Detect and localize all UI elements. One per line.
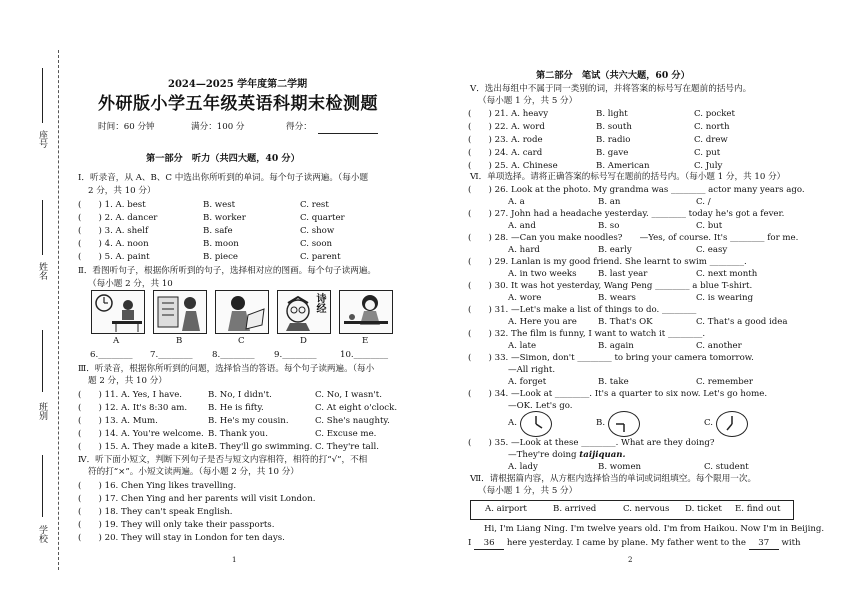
full-score-label: 满分：100 分 [191,122,245,132]
question-item: ( ) 18. They can't speak English. [78,507,233,517]
picture-label-d: D [300,336,307,346]
option-c: C. next month [696,269,758,279]
option-b: B. American [596,161,650,171]
school-line [42,455,43,517]
picture-label-c: C [238,336,245,346]
option-c: C. They're tall. [315,442,380,452]
option-c: C. soon [300,239,333,249]
option-c: C. [704,418,714,428]
question-item: ( ) 22. A. word [468,122,545,132]
picture-e[interactable] [339,290,393,334]
page-number: 2 [628,556,633,564]
time-label: 时间：60 分钟 [98,122,155,132]
picture-label-a: A [113,336,120,346]
blank-36[interactable]: 36 [474,538,504,550]
reply-text [508,450,626,461]
option-b: B. No, I didn't. [208,390,272,400]
question-item: ( ) 25. A. Chinese [468,161,558,171]
option-c: C. At eight o'clock. [315,403,398,413]
option-a: A. hard [508,245,540,255]
class-label: 班别 [37,402,47,420]
school-label: 学校 [37,525,47,543]
girl-table-icon [340,291,392,333]
section6-instruction: Ⅵ．单项选择。请将正确答案的标号写在题前的括号内。（每小题 1 分，共 10 分） [470,172,786,182]
binding-line [58,50,59,570]
option-c: C. easy [696,245,728,255]
reply-text-pinyin: taijiquan. [579,450,626,460]
option-c: C. Excuse me. [315,429,377,439]
question-item: ( ) 1. A. best [78,200,146,210]
word-option: D. ticket [685,504,722,514]
option-b: B. gave [596,148,629,158]
passage-line [468,538,801,550]
answer-blank[interactable]: 6.________ [90,350,133,360]
section1-instruction: Ⅰ．听录音，从 A、B、C 中选出你所听到的单词。每个句子读两遍。（每小题 [78,173,369,183]
picture-label-e: E [362,336,369,346]
question-item: ( ) 24. A. card [468,148,543,158]
option-b: B. He's my cousin. [208,416,289,426]
passage-text: I [468,538,475,548]
question-item: ( ) 21. A. heavy [468,109,549,119]
option-a: A. lady [508,462,538,472]
question-item: ( ) 35. —Look at these ________. What are they doing? [468,438,715,448]
option-b: B. take [598,377,629,387]
option-b: B. They'll go swimming. [208,442,313,452]
option-b: B. women [598,462,642,472]
section2-instruction-cont: （每小题 2 分，共 10 [88,279,173,289]
question-item: ( ) 32. The film is funny, I want to watch it ________. [468,329,706,339]
picture-b[interactable] [153,290,207,334]
section3-instruction: Ⅲ．听录音，根据你所听到的问题，选择恰当的答语。每个句子读两遍。（每小 [78,364,375,374]
page-title: 外研版小学五年级英语科期末检测题 [98,94,378,114]
option-b: B. last year [598,269,648,279]
question-item: ( ) 34. —Look at ________. It's a quarter to six now. Let's go home. [468,389,768,399]
option-c: C. That's a good idea [696,317,788,327]
question-item: ( ) 31. —Let's make a list of things to do. ________ [468,305,697,315]
option-b: B. He is fifty. [208,403,264,413]
option-b: B. worker [203,213,246,223]
question-item: ( ) 23. A. rode [468,135,543,145]
clock-b-icon[interactable] [608,411,640,437]
question-item: ( ) 29. Lanlan is my good friend. She learnt to swim ________. [468,257,747,267]
option-b: B. light [596,109,628,119]
seat-label: 座号 [37,130,47,148]
name-line [42,200,43,255]
option-a: A. late [508,341,537,351]
section3-instruction-cont: 题 2 分，共 10 分） [88,376,167,386]
picture-c[interactable] [215,290,269,334]
question-item: ( ) 26. Look at the photo. My grandma was ________ actor many years ago. [468,185,805,195]
section5-instruction-cont: （每小题 1 分，共 5 分） [478,96,578,106]
question-item: ( ) 11. A. Yes, I have. [78,390,183,400]
part1-heading: 第一部分 听力（共四大题，40 分） [146,153,300,164]
question-item: ( ) 12. A. It's 8:30 am. [78,403,188,413]
question-item: ( ) 17. Chen Ying and her parents will visit London. [78,494,316,504]
option-a: A. and [508,221,536,231]
reply-text: —All right. [508,365,556,375]
option-c: C. parent [300,252,341,262]
question-item: ( ) 15. A. They made a kite. [78,442,211,452]
question-item: ( ) 30. It was hot yesterday, Wang Peng ________ a blue T-shirt. [468,281,753,291]
option-b: B. west [203,200,236,210]
question-item: ( ) 19. They will only take their passports. [78,520,275,530]
option-b: B. piece [203,252,239,262]
word-option: B. arrived [553,504,597,514]
option-b: B. radio [596,135,631,145]
option-c: C. July [694,161,723,171]
option-b: B. again [598,341,634,351]
answer-blank[interactable]: 9.________ [274,350,317,360]
option-c: C. put [694,148,721,158]
option-a: A. Here you are [508,317,577,327]
word-option: C. nervous [623,504,670,514]
option-b: B. so [598,221,620,231]
option-b: B. south [596,122,632,132]
option-c: C. north [694,122,730,132]
question-item: ( ) 5. A. paint [78,252,150,262]
section4-instruction-cont: 符的打“×”。小短文读两遍。（每小题 2 分，共 10 分） [88,467,299,477]
picture-label-b: B [176,336,183,346]
writing-person-icon [216,291,268,333]
seat-line [42,68,43,123]
option-c: C. quarter [300,213,345,223]
score-label: 得分： [286,122,312,132]
option-a: A. wore [508,293,542,303]
answer-blank[interactable]: 8.________ [212,350,255,360]
word-box [470,500,794,520]
section1-instruction-cont: 2 分，共 10 分） [88,186,156,196]
option-c: C. show [300,226,335,236]
option-b: B. Thank you. [208,429,268,439]
option-b: B. moon [203,239,239,249]
option-c: C. / [696,197,711,207]
question-item: ( ) 13. A. Mum. [78,416,158,426]
score-blank[interactable] [318,133,378,134]
option-a: A. in two weeks [508,269,577,279]
option-b: B. early [598,245,632,255]
option-c: C. remember [696,377,754,387]
clock-a-icon[interactable] [520,411,552,437]
question-item: ( ) 4. A. noon [78,239,149,249]
term-title: 2024—2025 学年度第二学期 [168,79,308,90]
question-item: ( ) 16. Chen Ying likes travelling. [78,481,237,491]
question-item: ( ) 33. —Simon, don't ________ to bring your camera tomorrow. [468,353,754,363]
option-c: C. pocket [694,109,735,119]
option-a: A. a [508,197,525,207]
option-b: B. safe [203,226,233,236]
name-label: 姓名 [37,262,47,280]
section7-instruction-cont: （每小题 1 分，共 5 分） [478,486,578,496]
part2-heading: 第二部分 笔试（共六大题，60 分） [536,70,690,81]
picture-a[interactable] [91,290,145,334]
question-item: ( ) 2. A. dancer [78,213,158,223]
question-item: ( ) 28. —Can you make noodles? —Yes, of course. It's ________ for me. [468,233,799,243]
question-item: ( ) 20. They will stay in London for ten days. [78,533,285,543]
section7-instruction: Ⅶ．请根据篇内容，从方框内选择恰当的单词或词组填空。每个限用一次。 [470,474,757,484]
option-b: B. wears [598,293,636,303]
blank-37[interactable]: 37 [749,538,779,550]
section5-instruction: Ⅴ．选出每组中不属于同一类别的词，并将答案的标号写在题前的括号内。 [470,84,752,94]
clock-boy-icon [92,291,144,333]
passage-text: here yesterday. I came by plane. My father went to the [504,538,749,548]
option-b: B. an [598,197,621,207]
answer-blank[interactable]: 10.________ [340,350,389,360]
option-b: B. [596,418,606,428]
option-b: B. That's OK [598,317,653,327]
page-number: 1 [232,556,237,564]
word-option: E. find out [735,504,781,514]
reply-text-main: —They're doing [508,450,580,460]
picture-d[interactable] [277,290,331,334]
section2-instruction: Ⅱ．看图听句子，根据你所听到的句子，选择相对应的图画。每个句子读两遍。 [78,266,377,276]
passage-line: Hi, I'm Liang Ning. I'm twelve years old. I'm from Haikou. Now I'm in Beijing. [484,524,825,534]
passage-text: with [778,538,801,548]
option-c: C. but [696,221,723,231]
option-c: C. drew [694,135,728,145]
word-option: A. airport [485,504,527,514]
option-c: C. is wearing [696,293,754,303]
section4-instruction: Ⅳ．听下面小短文，判断下列句子是否与短文内容相符，相符的打“√”，不相 [78,455,368,465]
class-line [42,330,43,392]
reply-text: —OK. Let's go. [508,401,573,411]
question-item: ( ) 27. John had a headache yesterday. ________ today he's got a fever. [468,209,785,219]
option-c: C. No, I wasn't. [315,390,382,400]
option-c: C. rest [300,200,329,210]
question-item: ( ) 3. A. shelf [78,226,149,236]
option-c: C. She's naughty. [315,416,390,426]
question-item: ( ) 14. A. You're welcome. [78,429,204,439]
option-a: A. forget [508,377,547,387]
reading-person-icon [154,291,206,333]
answer-blank[interactable]: 7.________ [150,350,193,360]
option-c: C. another [696,341,742,351]
poetry-book-text: 诗经 [314,293,325,313]
option-a: A. [508,418,517,428]
option-c: C. student [704,462,749,472]
clock-c-icon[interactable] [716,411,748,437]
